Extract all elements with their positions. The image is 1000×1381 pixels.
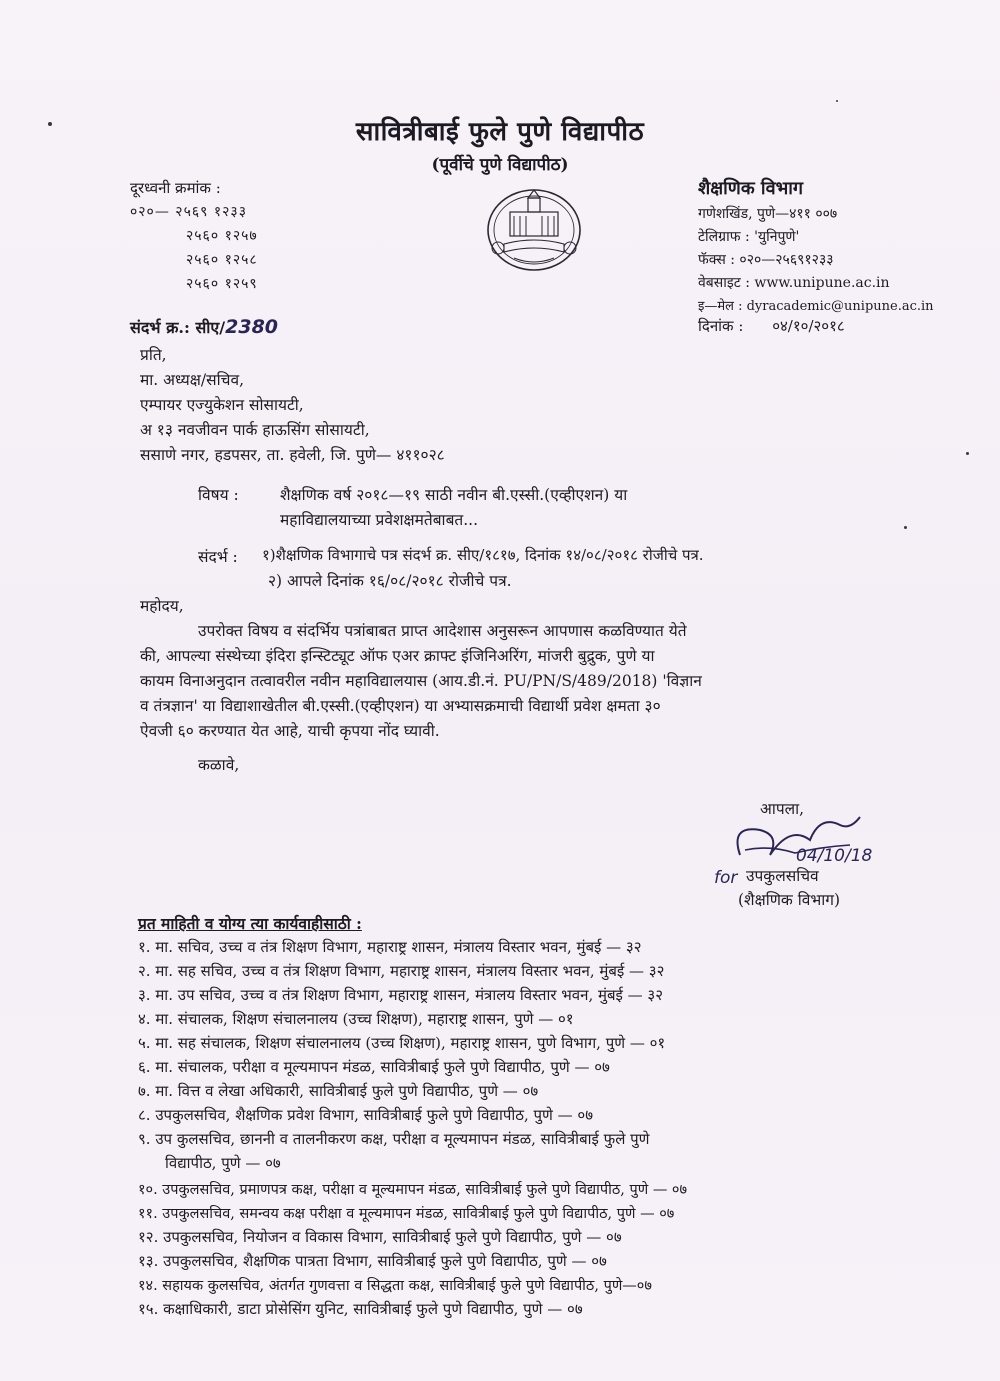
handwritten-date: 04/10/18 bbox=[796, 846, 873, 866]
copy-to-item: ६. मा. संचालक, परीक्षा व मूल्यमापन मंडळ, सावित्रीबाई फुले पुणे विद्यापीठ, पुणे — ०७ bbox=[138, 1058, 610, 1076]
body-line: व तंत्रज्ञान' या विद्याशाखेतील बी.एस्सी.(एव्हीएशन) या अभ्यासक्रमाची विद्यार्थी प्रवेश क्षमता ३० bbox=[140, 697, 661, 715]
phone-number: २५६० १२५७ bbox=[186, 228, 258, 244]
university-name: सावित्रीबाई फुले पुणे विद्यापीठ bbox=[355, 117, 645, 147]
copy-to-item: ८. उपकुलसचिव, शैक्षणिक प्रवेश विभाग, सावित्रीबाई फुले पुणे विद्यापीठ, पुणे — ०७ bbox=[138, 1106, 593, 1124]
reference-number bbox=[130, 316, 278, 338]
recipient-line: मा. अध्यक्ष/सचिव, bbox=[140, 371, 245, 389]
website-line: वेबसाइट : www.unipune.ac.in bbox=[698, 275, 890, 291]
reference-handwritten-number: 2380 bbox=[225, 316, 279, 338]
recipient-line: ससाणे नगर, हडपसर, ता. हवेली, जि. पुणे— ४११०२८ bbox=[140, 446, 445, 464]
copy-to-item: ११. उपकुलसचिव, समन्वय कक्ष परीक्षा व मूल्यमापन मंडळ, सावित्रीबाई फुले पुणे विद्यापीठ, पुणे — ०७ bbox=[138, 1206, 675, 1222]
copy-to-item: १. मा. सचिव, उच्च व तंत्र शिक्षण विभाग, महाराष्ट्र शासन, मंत्रालय विस्तार भवन, मुंबई — ३२ bbox=[138, 938, 642, 956]
subject-label: विषय : bbox=[198, 486, 239, 504]
date-label: दिनांक : bbox=[698, 317, 744, 335]
reference-label: संदर्भ क्र.: सीए/ bbox=[130, 318, 226, 337]
phone-number: २५६० १२५९ bbox=[186, 276, 258, 292]
phone-label: दूरध्वनी क्रमांक : bbox=[130, 179, 221, 197]
body-line: उपरोक्त विषय व संदर्भिय पत्रांबाबत प्राप्त आदेशास अनुसरून आपणास कळविण्यात येते bbox=[198, 622, 687, 640]
fax-line: फॅक्स : ०२०—२५६९१२३३ bbox=[698, 252, 834, 268]
salutation: महोदय, bbox=[140, 597, 184, 615]
email-line: इ—मेल : dyracademic@unipune.ac.in bbox=[698, 299, 934, 314]
department-address: गणेशखिंड, पुणे—४११ ००७ bbox=[698, 206, 838, 222]
scan-speck bbox=[48, 122, 52, 126]
scan-speck bbox=[836, 100, 838, 102]
recipient-to: प्रति, bbox=[140, 346, 167, 364]
scan-speck bbox=[966, 452, 969, 455]
letter-date bbox=[698, 316, 845, 336]
copy-to-item: १०. उपकुलसचिव, प्रमाणपत्र कक्ष, परीक्षा व मूल्यमापन मंडळ, सावित्रीबाई फुले पुणे विद्यापीठ, पुणे — ०७ bbox=[138, 1182, 688, 1198]
department-title: शैक्षणिक विभाग bbox=[698, 178, 804, 199]
copy-to-item: २. मा. सह सचिव, उच्च व तंत्र शिक्षण विभाग, महाराष्ट्र शासन, मंत्रालय विस्तार भवन, मुंबई — ३२ bbox=[138, 962, 665, 980]
copy-to-item: १३. उपकुलसचिव, शैक्षणिक पात्रता विभाग, सावित्रीबाई फुले पुणे विद्यापीठ, पुणे — ०७ bbox=[138, 1252, 607, 1270]
body-line: कायम विनाअनुदान तत्वावरील नवीन महाविद्यालयास (आय.डी.नं. PU/PN/S/489/2018) 'विज्ञान bbox=[140, 672, 702, 690]
references-line: २) आपले दिनांक १६/०८/२०१८ रोजीचे पत्र. bbox=[268, 572, 512, 590]
subject-line: शैक्षणिक वर्ष २०१८—१९ साठी नवीन बी.एस्सी.(एव्हीएशन) या bbox=[280, 486, 628, 504]
references-label: संदर्भ : bbox=[198, 548, 238, 566]
copy-to-item: १२. उपकुलसचिव, नियोजन व विकास विभाग, सावित्रीबाई फुले पुणे विद्यापीठ, पुणे — ०७ bbox=[138, 1228, 622, 1246]
handwritten-for: for bbox=[714, 868, 738, 888]
subject-line: महाविद्यालयाच्या प्रवेशक्षमतेबाबत... bbox=[280, 511, 479, 529]
copy-to-item: १५. कक्षाधिकारी, डाटा प्रोसेसिंग युनिट, सावित्रीबाई फुले पुणे विद्यापीठ, पुणे — ०७ bbox=[138, 1300, 583, 1318]
closing: कळावे, bbox=[198, 756, 240, 774]
university-former-name: (पूर्वीचे पुणे विद्यापीठ) bbox=[431, 155, 569, 175]
copy-to-item: ९. उप कुलसचिव, छाननी व तालनीकरण कक्ष, परीक्षा व मूल्यमापन मंडळ, सावित्रीबाई फुले पुणे bbox=[138, 1130, 650, 1148]
telegraph-line: टेलिग्राफ : 'युनिपुणे' bbox=[698, 229, 800, 245]
copy-to-title: प्रत माहिती व योग्य त्या कार्यवाहीसाठी : bbox=[138, 914, 362, 933]
copy-to-item-continued: विद्यापीठ, पुणे — ०७ bbox=[165, 1154, 281, 1172]
phone-number: ०२०— २५६९ १२३३ bbox=[130, 204, 247, 220]
recipient-line: अ १३ नवजीवन पार्क हाऊसिंग सोसायटी, bbox=[140, 421, 370, 439]
copy-to-item: ५. मा. सह संचालक, शिक्षण संचालनालय (उच्च शिक्षण), महाराष्ट्र शासन, पुणे विभाग, पुणे — ०१ bbox=[138, 1034, 666, 1052]
signature-designation: उपकुलसचिव bbox=[746, 867, 819, 885]
copy-to-item: ४. मा. संचालक, शिक्षण संचालनालय (उच्च शिक्षण), महाराष्ट्र शासन, पुणे — ०१ bbox=[138, 1010, 574, 1028]
signature-department: (शैक्षणिक विभाग) bbox=[738, 891, 841, 909]
university-emblem-icon bbox=[484, 186, 584, 276]
scan-speck bbox=[904, 526, 907, 529]
references-line: १)शैक्षणिक विभागाचे पत्र संदर्भ क्र. सीए/१८१७, दिनांक १४/०८/२०१८ रोजीचे पत्र. bbox=[262, 546, 704, 564]
copy-to-item: ३. मा. उप सचिव, उच्च व तंत्र शिक्षण विभाग, महाराष्ट्र शासन, मंत्रालय विस्तार भवन, मुंबई — ३२ bbox=[138, 986, 664, 1004]
recipient-line: एम्पायर एज्युकेशन सोसायटी, bbox=[140, 396, 304, 414]
signature-yours: आपला, bbox=[760, 800, 805, 818]
date-value: ०४/१०/२०१८ bbox=[772, 317, 845, 335]
body-line: की, आपल्या संस्थेच्या इंदिरा इन्स्टिट्यूट ऑफ एअर क्राफ्ट इंजिनिअरिंग, मांजरी बुद्रुक, पुणे या bbox=[140, 647, 655, 665]
phone-number: २५६० १२५८ bbox=[186, 252, 258, 268]
body-line: ऐवजी ६० करण्यात येत आहे, याची कृपया नोंद घ्यावी. bbox=[140, 722, 440, 740]
copy-to-item: १४. सहायक कुलसचिव, अंतर्गत गुणवत्ता व सिद्धता कक्ष, सावित्रीबाई फुले पुणे विद्यापीठ, पुणे—०७ bbox=[138, 1278, 652, 1294]
copy-to-item: ७. मा. वित्त व लेखा अधिकारी, सावित्रीबाई फुले पुणे विद्यापीठ, पुणे — ०७ bbox=[138, 1082, 539, 1100]
